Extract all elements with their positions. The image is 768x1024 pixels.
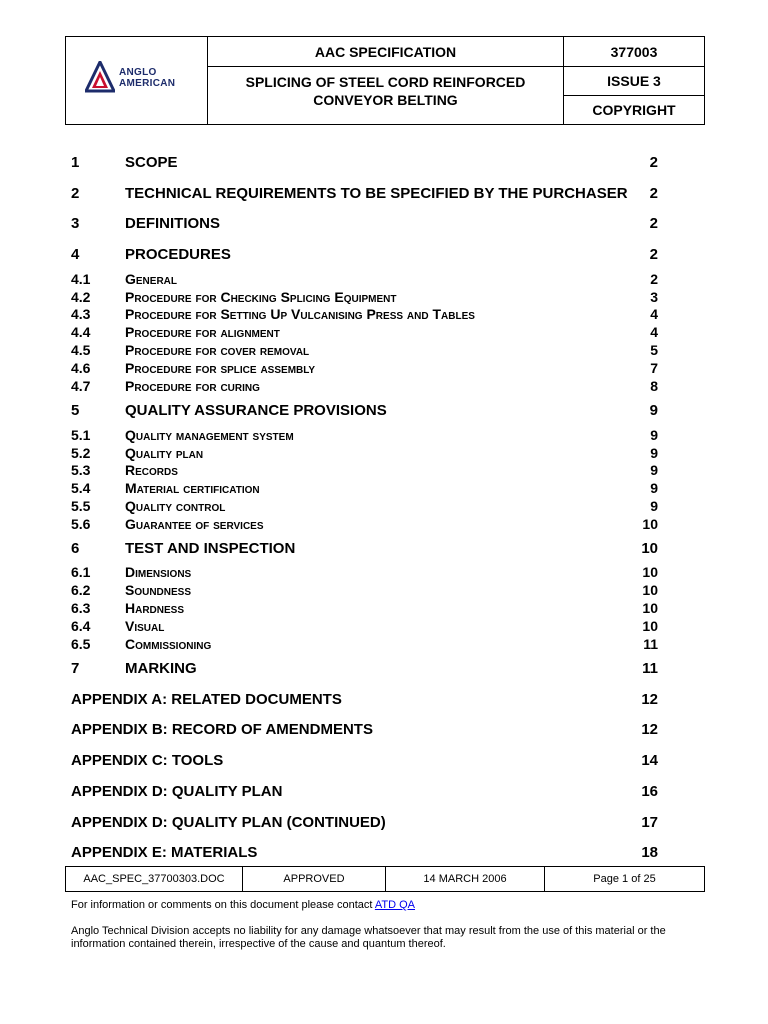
toc-appendix-row[interactable]: [71, 783, 660, 801]
toc-subsection-row[interactable]: [71, 324, 660, 342]
toc-subsection-row[interactable]: [71, 445, 660, 463]
toc-number: 4.7: [71, 378, 91, 394]
toc-title: TEST AND INSPECTION: [125, 540, 296, 557]
toc-subsection-row[interactable]: [71, 600, 660, 618]
toc-page-number: 9: [650, 427, 658, 443]
toc-page-number: 14: [641, 752, 658, 769]
toc-page-number: 11: [642, 660, 658, 677]
toc-number: 6.5: [71, 636, 91, 652]
toc-number: 6: [71, 540, 80, 557]
toc-page-number: 9: [649, 402, 658, 419]
toc-page-number: 10: [642, 516, 658, 532]
toc-page-number: 3: [650, 289, 658, 305]
toc-title: Quality management system: [125, 427, 294, 443]
toc-title: TECHNICAL REQUIREMENTS TO BE SPECIFIED BY THE PURCHASER: [125, 185, 628, 202]
toc-page-number: 10: [642, 564, 658, 580]
contact-note: [71, 899, 701, 912]
toc-number: 5.1: [71, 427, 91, 443]
toc-section-row[interactable]: [71, 402, 660, 420]
toc-subsection-row[interactable]: [71, 360, 660, 378]
logo-cell: [66, 37, 208, 124]
toc-title: Commissioning: [125, 636, 212, 652]
toc-page-number: 10: [641, 540, 658, 557]
toc-number: 5.3: [71, 462, 91, 478]
toc-subsection-row[interactable]: [71, 516, 660, 534]
toc-page-number: 8: [650, 378, 658, 394]
contact-text: For information or comments on this document please contact: [71, 899, 373, 911]
toc-number: 7: [71, 660, 80, 677]
toc-title: APPENDIX E: MATERIALS: [71, 844, 258, 861]
toc-subsection-row[interactable]: [71, 427, 660, 445]
toc-appendix-row[interactable]: [71, 844, 660, 862]
footer-status: APPROVED: [243, 867, 386, 891]
toc-page-number: 10: [642, 582, 658, 598]
copyright-label: COPYRIGHT: [592, 102, 676, 118]
toc-page-number: 12: [641, 721, 658, 738]
toc-subsection-row[interactable]: [71, 618, 660, 636]
toc-number: 4.4: [71, 324, 91, 340]
toc-appendix-row[interactable]: [71, 814, 660, 832]
toc-title: Soundness: [125, 582, 192, 598]
document-header-table: [65, 36, 705, 125]
toc-title: PROCEDURES: [125, 246, 231, 263]
toc-number: 3: [71, 215, 80, 232]
toc-title: APPENDIX D: QUALITY PLAN: [71, 783, 283, 800]
toc-number: 6.3: [71, 600, 91, 616]
toc-subsection-row[interactable]: [71, 564, 660, 582]
anglo-american-logo-icon: [85, 61, 115, 95]
toc-title: Quality control: [125, 498, 226, 514]
toc-subsection-row[interactable]: [71, 378, 660, 396]
toc-appendix-row[interactable]: [71, 721, 660, 739]
toc-title: Procedure for splice assembly: [125, 360, 316, 376]
toc-number: 5.5: [71, 498, 91, 514]
toc-number: 1: [71, 154, 80, 171]
toc-number: 4.1: [71, 271, 91, 287]
toc-page-number: 2: [649, 154, 658, 171]
toc-page-number: 4: [650, 324, 658, 340]
toc-page-number: 10: [642, 618, 658, 634]
toc-page-number: 2: [649, 246, 658, 263]
toc-page-number: 17: [641, 814, 658, 831]
toc-number: 4.5: [71, 342, 91, 358]
toc-title: MARKING: [125, 660, 197, 677]
toc-section-row[interactable]: [71, 246, 660, 264]
toc-title: Procedure for Setting Up Vulcanising Press and Tables: [125, 306, 475, 322]
toc-title: SCOPE: [125, 154, 178, 171]
toc-title: DEFINITIONS: [125, 215, 221, 232]
logo-text-line1: ANGLO: [119, 67, 157, 78]
toc-number: 4.3: [71, 306, 91, 322]
toc-subsection-row[interactable]: [71, 289, 660, 307]
toc-section-row[interactable]: [71, 540, 660, 558]
toc-subsection-row[interactable]: [71, 636, 660, 654]
toc-page-number: 18: [641, 844, 658, 861]
toc-page-number: 9: [650, 462, 658, 478]
document-title: [208, 67, 564, 124]
toc-section-row[interactable]: [71, 215, 660, 233]
toc-page-number: 2: [649, 185, 658, 202]
toc-section-row[interactable]: [71, 185, 660, 203]
toc-title: APPENDIX B: RECORD OF AMENDMENTS: [71, 721, 373, 738]
toc-subsection-row[interactable]: [71, 271, 660, 289]
toc-number: 4.2: [71, 289, 91, 305]
toc-title: Procedure for Checking Splicing Equipment: [125, 289, 397, 305]
toc-section-row[interactable]: [71, 154, 660, 172]
toc-title: APPENDIX C: TOOLS: [71, 752, 224, 769]
toc-appendix-row[interactable]: [71, 752, 660, 770]
footer-date: 14 MARCH 2006: [386, 867, 545, 891]
toc-title: APPENDIX D: QUALITY PLAN (CONTINUED): [71, 814, 386, 831]
toc-page-number: 16: [641, 783, 658, 800]
toc-page-number: 10: [642, 600, 658, 616]
toc-title: Records: [125, 462, 178, 478]
toc-title: QUALITY ASSURANCE PROVISIONS: [125, 402, 387, 419]
toc-title: Material certification: [125, 480, 260, 496]
issue-number: ISSUE 3: [564, 67, 704, 96]
footer-page-number: Page 1 of 25: [593, 873, 656, 885]
document-number: 377003: [564, 37, 704, 67]
toc-page-number: 5: [650, 342, 658, 358]
toc-number: 4.6: [71, 360, 91, 376]
toc-page-number: 9: [650, 445, 658, 461]
toc-subsection-row[interactable]: [71, 462, 660, 480]
toc-title: APPENDIX A: RELATED DOCUMENTS: [71, 691, 342, 708]
toc-page-number: 9: [650, 498, 658, 514]
toc-page-number: 4: [650, 306, 658, 322]
disclaimer: Anglo Technical Division accepts no liability for any damage whatsoever that may result from the use of this material or the information contained therein, irrespective of the cause and quantum thereof.: [71, 925, 666, 950]
toc-number: 6.2: [71, 582, 91, 598]
contact-link[interactable]: ATD QA: [374, 899, 416, 911]
toc-title: Procedure for curing: [125, 378, 260, 394]
footer-filename: AAC_SPEC_37700303.DOC: [66, 867, 243, 891]
toc-number: 5.6: [71, 516, 91, 532]
toc-page-number: 11: [643, 636, 658, 652]
toc-section-row[interactable]: [71, 660, 660, 678]
toc-title: Procedure for alignment: [125, 324, 280, 340]
toc-subsection-row[interactable]: [71, 306, 660, 324]
toc-title: Procedure for cover removal: [125, 342, 310, 358]
toc-number: 5.4: [71, 480, 91, 496]
logo-text-line2: AMERICAN: [119, 78, 176, 89]
toc-title: General: [125, 271, 178, 287]
toc-number: 6.4: [71, 618, 91, 634]
toc-subsection-row[interactable]: [71, 342, 660, 360]
toc-appendix-row[interactable]: [71, 691, 660, 709]
toc-title: Visual: [125, 618, 165, 634]
footer-table: [65, 866, 705, 892]
spec-title: AAC SPECIFICATION: [208, 37, 564, 67]
toc-page-number: 9: [650, 480, 658, 496]
toc-subsection-row[interactable]: [71, 582, 660, 600]
toc-page-number: 7: [650, 360, 658, 376]
toc-number: 5: [71, 402, 80, 419]
toc-page-number: 2: [649, 215, 658, 232]
toc-title: Quality plan: [125, 445, 204, 461]
toc-number: 5.2: [71, 445, 91, 461]
document-title-line2: CONVEYOR BELTING: [313, 92, 458, 108]
toc-number: 6.1: [71, 564, 91, 580]
toc-number: 2: [71, 185, 80, 202]
toc-title: Guarantee of services: [125, 516, 264, 532]
toc-number: 4: [71, 246, 80, 263]
company-logo: [85, 61, 175, 95]
logo-text: [119, 67, 175, 89]
toc-subsection-row[interactable]: [71, 498, 660, 516]
toc-subsection-row[interactable]: [71, 480, 660, 498]
toc-title: Dimensions: [125, 564, 192, 580]
toc-page-number: 12: [641, 691, 658, 708]
document-title-line1: SPLICING OF STEEL CORD REINFORCED: [245, 74, 526, 90]
toc-title: Hardness: [125, 600, 185, 616]
toc-page-number: 2: [650, 271, 658, 287]
